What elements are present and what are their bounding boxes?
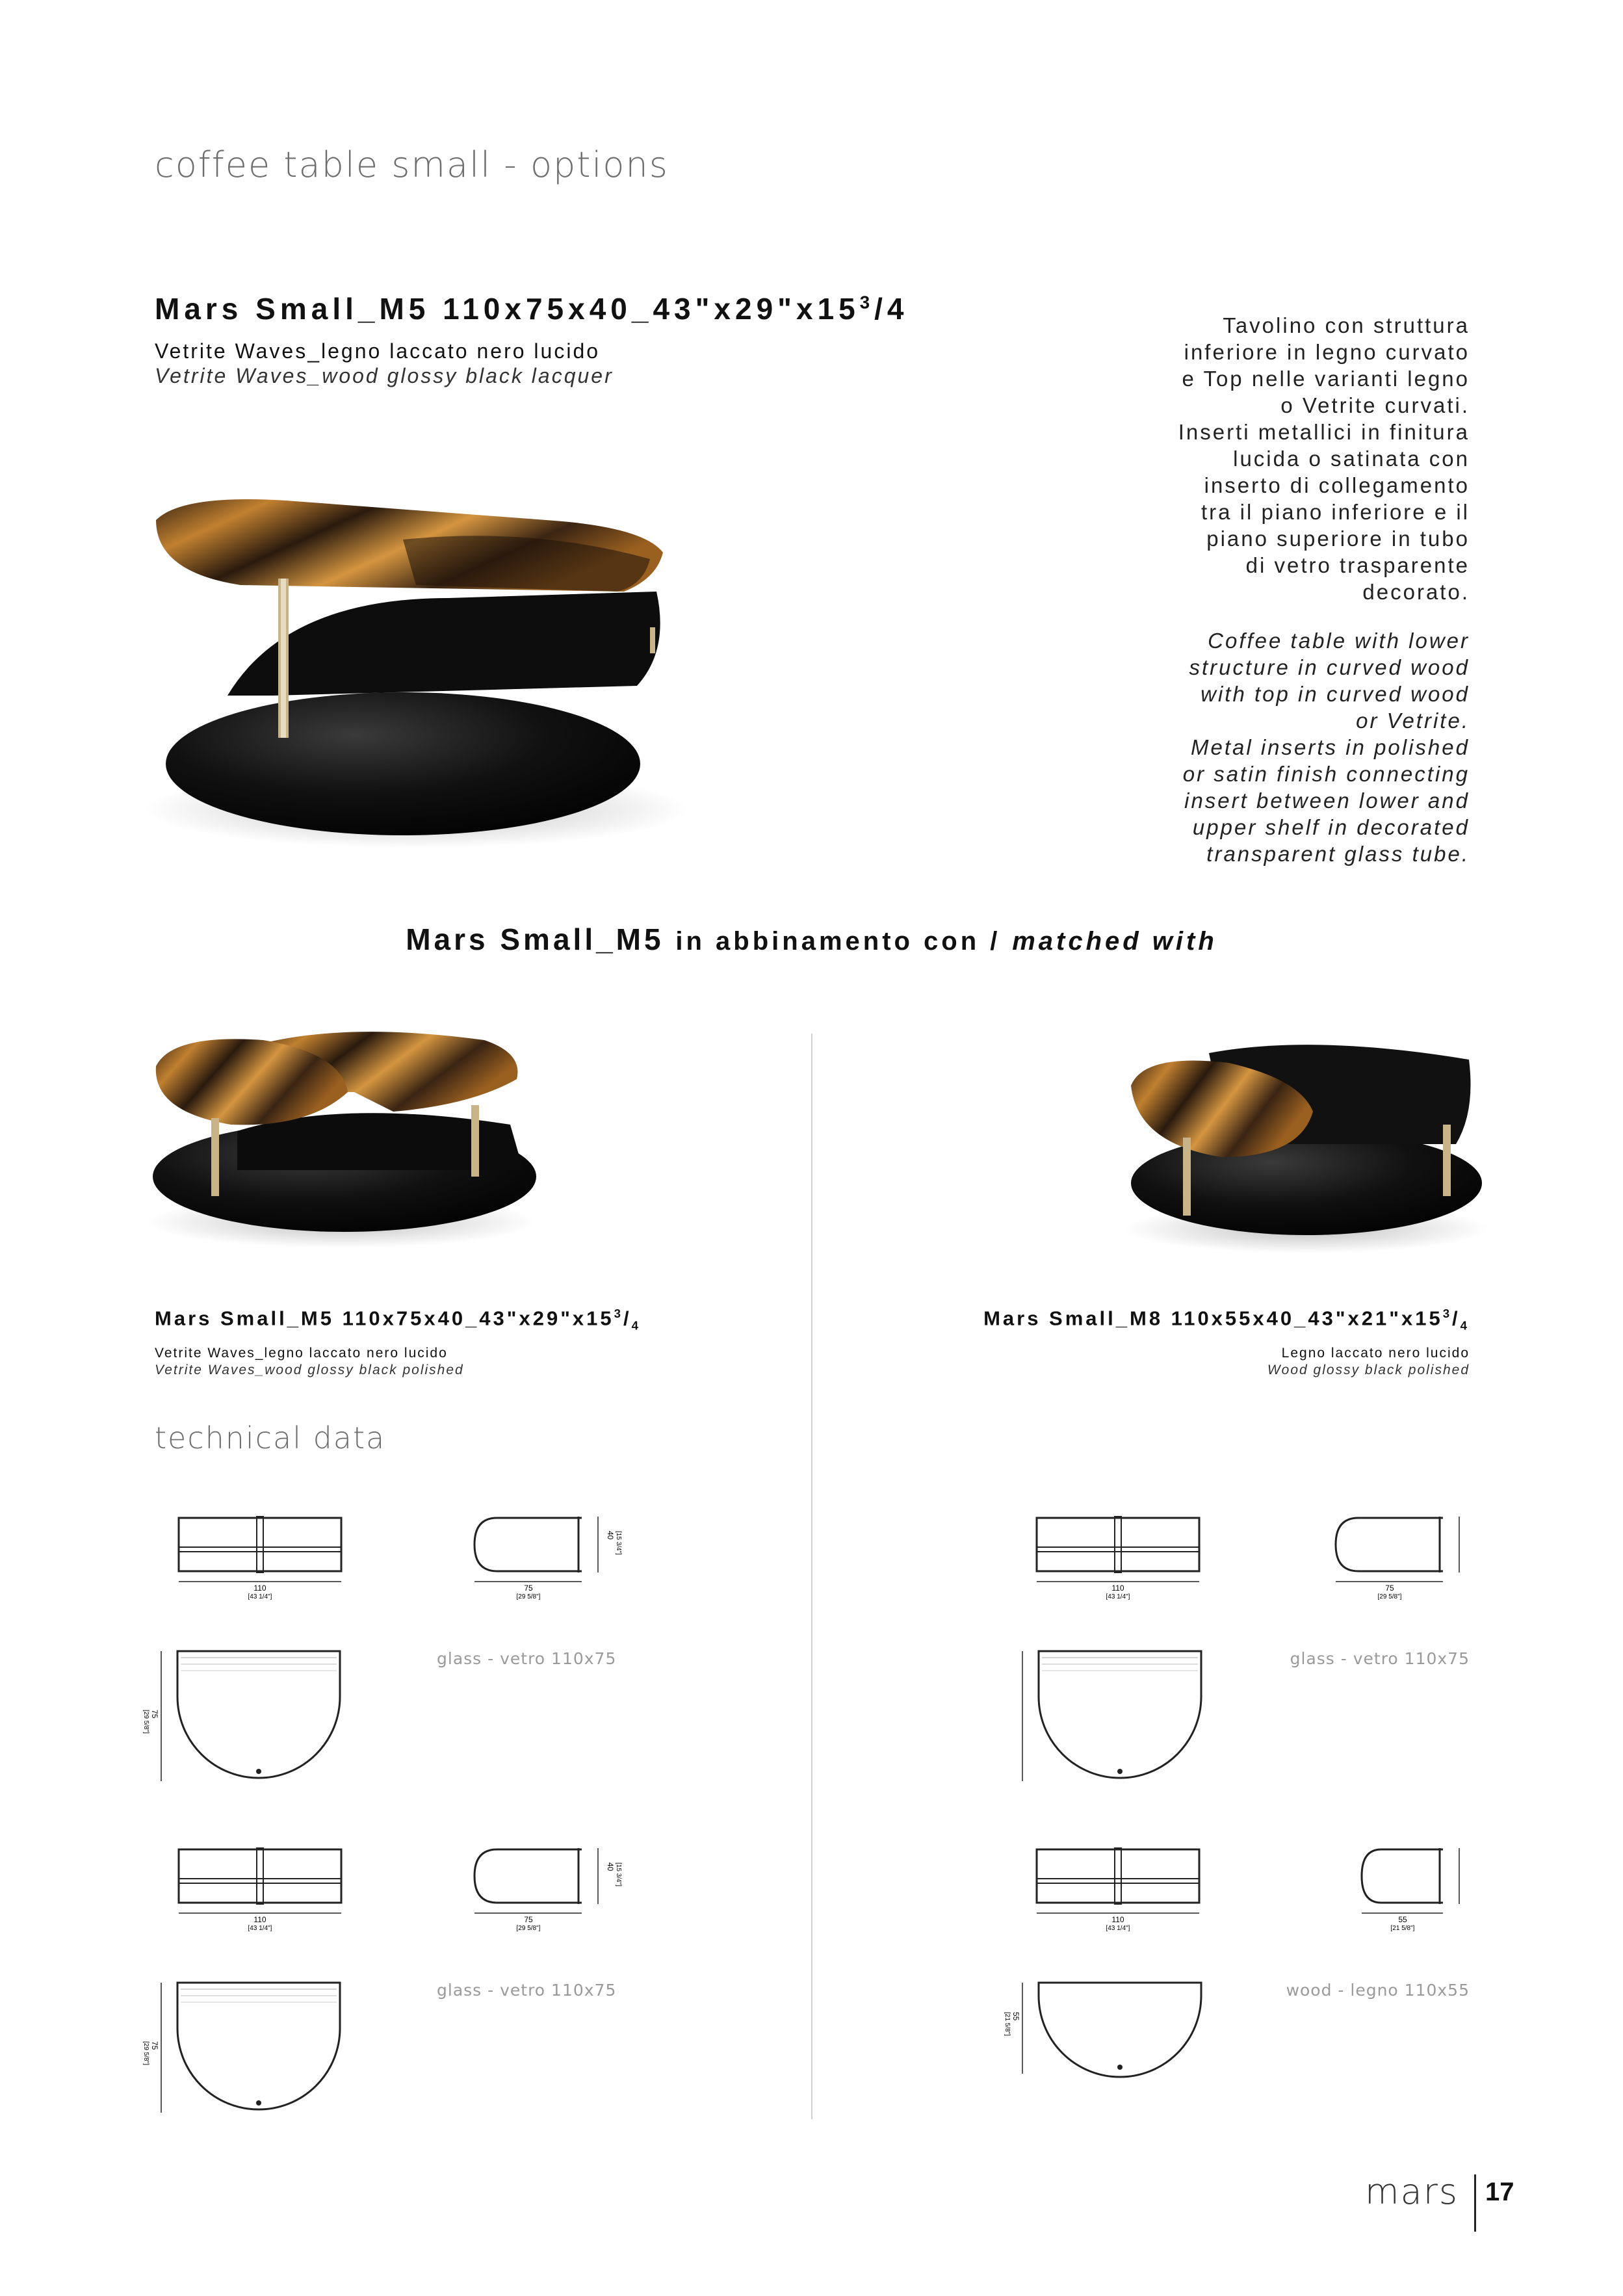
right-plan-dim-2: 55 xyxy=(1011,2012,1020,2021)
left-plan-dim-1: 75 xyxy=(150,1710,159,1719)
variant-m5-title: Mars Small_M5 $110x75x40\_43"x29"x15^3/_4$ xyxy=(155,1307,641,1333)
left-front-dim-2: 110 xyxy=(253,1915,266,1924)
page-number: 17 xyxy=(1485,2178,1514,2206)
left-front-elevation-2 xyxy=(172,1843,354,1932)
right-front-elevation-2 xyxy=(1030,1843,1212,1932)
technical-data-title: technical data xyxy=(155,1420,386,1455)
left-plan-dim-2: 75 xyxy=(150,2041,159,2050)
desc-en-line: with top in curved wood xyxy=(1201,682,1470,706)
desc-en-line: upper shelf in decorated xyxy=(1192,815,1470,839)
left-plan-view-2 xyxy=(142,1979,350,2129)
variant-m8-sub: 4 xyxy=(1460,1318,1470,1333)
desc-en-line: structure in curved wood xyxy=(1189,655,1470,679)
variant-m8-image xyxy=(1118,1034,1482,1255)
right-front-dim-in-1: [43 1/4"] xyxy=(1106,1593,1130,1600)
description-en xyxy=(1015,627,1470,867)
desc-it-line: di vetro trasparente xyxy=(1245,553,1470,577)
left-height-dim-2: 40 xyxy=(606,1862,615,1872)
main-material-en: Vetrite Waves_wood glossy black lacquer xyxy=(155,364,614,387)
description-it xyxy=(1015,312,1470,605)
variant-m5-image xyxy=(146,1014,536,1248)
desc-en-line: Metal inserts in polished xyxy=(1190,735,1470,759)
desc-it-line: Tavolino con struttura xyxy=(1223,313,1470,337)
desc-en-line: Coffee table with lower xyxy=(1208,629,1470,653)
variant-m5-sub: 4 xyxy=(631,1318,641,1333)
variant-m8-title: Mars Small_M8 $110x55x40\_43"x21"x15^3/_4$ xyxy=(983,1307,1470,1333)
left-side-dim-2: 75 xyxy=(524,1915,533,1924)
variant-m8-material-en: Wood glossy black polished xyxy=(1267,1363,1470,1377)
variant-m5-material-it: Vetrite Waves_legno laccato nero lucido xyxy=(155,1346,448,1361)
variant-m8-sup: 3 xyxy=(1442,1307,1453,1320)
right-front-dim-2: 110 xyxy=(1111,1915,1124,1924)
main-product-name: Mars Small_M5 110x75x40_43"x29"x15 xyxy=(155,292,860,326)
right-block1-label: glass - vetro 110x75 xyxy=(1290,1649,1470,1668)
right-plan-dim-in-2: [21 5/8"] xyxy=(1004,2012,1011,2036)
left-height-dim-in-2: [15 3/4"] xyxy=(615,1862,622,1886)
left-plan-view-1 xyxy=(142,1648,350,1797)
matched-heading xyxy=(0,922,1623,957)
desc-it-line: o Vetrite curvati. xyxy=(1280,393,1470,417)
desc-it-line: decorato. xyxy=(1362,580,1470,604)
right-front-dim-in-2: [43 1/4"] xyxy=(1106,1925,1130,1932)
main-product-suffix: /4 xyxy=(874,292,909,326)
left-plan-dim-in-2: [29 5/8"] xyxy=(142,2041,149,2065)
footer-separator xyxy=(1474,2174,1476,2232)
right-side-dim-in-2: [21 5/8"] xyxy=(1390,1925,1415,1932)
variant-m5-name: Mars Small_M5 110x75x40_43"x29"x15 xyxy=(155,1307,614,1330)
main-product-image xyxy=(143,481,715,858)
desc-it-line: piano superiore in tubo xyxy=(1206,527,1470,551)
right-front-dim-1: 110 xyxy=(1111,1584,1124,1593)
desc-it-line: inferiore in legno curvato xyxy=(1184,340,1470,364)
right-side-dim-2: 55 xyxy=(1398,1915,1407,1924)
main-product-title xyxy=(155,291,908,326)
left-front-dim-1: 110 xyxy=(253,1584,266,1593)
right-block2-label: wood - legno 110x55 xyxy=(1286,1981,1470,2000)
left-side-elevation-1 xyxy=(471,1511,622,1600)
desc-it-line: Inserti metallici in finitura xyxy=(1178,420,1470,444)
matched-middle: in abbinamento con / xyxy=(675,927,1001,956)
desc-en-line: insert between lower and xyxy=(1184,789,1470,813)
section-title: coffee table small - options xyxy=(155,144,669,185)
desc-en-line: or satin finish connecting xyxy=(1182,762,1470,786)
right-front-elevation-1 xyxy=(1030,1511,1212,1600)
desc-it-line: lucida o satinata con xyxy=(1233,447,1470,471)
left-side-dim-1: 75 xyxy=(524,1584,533,1593)
left-block2-label: glass - vetro 110x75 xyxy=(437,1981,617,2000)
variant-m8-material-it: Legno laccato nero lucido xyxy=(1281,1346,1470,1361)
left-side-elevation-2 xyxy=(471,1843,622,1932)
right-plan-view-1 xyxy=(1016,1648,1211,1797)
right-side-elevation-2 xyxy=(1358,1843,1475,1932)
left-front-dim-in-2: [43 1/4"] xyxy=(248,1925,272,1932)
desc-en-line: transparent glass tube. xyxy=(1206,842,1470,866)
left-front-dim-in-1: [43 1/4"] xyxy=(248,1593,272,1600)
matched-italic: matched with xyxy=(1012,927,1217,956)
column-divider xyxy=(811,1034,812,2119)
variant-m8-name: Mars Small_M8 110x55x40_43"x21"x15 xyxy=(983,1307,1443,1330)
right-side-dim-in-1: [29 5/8"] xyxy=(1377,1593,1402,1600)
left-height-dim-in-1: [15 3/4"] xyxy=(615,1531,622,1555)
main-material-it: Vetrite Waves_legno laccato nero lucido xyxy=(155,339,601,363)
matched-product: Mars Small_M5 xyxy=(406,922,664,956)
right-side-dim-1: 75 xyxy=(1385,1584,1394,1593)
desc-en-line: or Vetrite. xyxy=(1356,709,1470,733)
desc-it-line: inserto di collegamento xyxy=(1204,473,1470,497)
main-product-fraction: 3 xyxy=(859,292,875,313)
right-plan-view-2 xyxy=(1004,1979,1211,2090)
left-block1-label: glass - vetro 110x75 xyxy=(437,1649,617,1668)
variant-m5-material-en: Vetrite Waves_wood glossy black polished xyxy=(155,1363,464,1377)
left-plan-dim-in-1: [29 5/8"] xyxy=(142,1710,149,1734)
variant-m5-sup: 3 xyxy=(614,1307,623,1320)
footer-brand: mars xyxy=(1365,2171,1459,2212)
left-height-dim-1: 40 xyxy=(606,1531,615,1540)
desc-it-line: e Top nelle varianti legno xyxy=(1182,367,1470,391)
left-side-dim-in-1: [29 5/8"] xyxy=(516,1593,541,1600)
left-front-elevation-1 xyxy=(172,1511,354,1600)
desc-it-line: tra il piano inferiore e il xyxy=(1201,500,1470,524)
right-side-elevation-1 xyxy=(1332,1511,1475,1600)
left-side-dim-in-2: [29 5/8"] xyxy=(516,1925,541,1932)
